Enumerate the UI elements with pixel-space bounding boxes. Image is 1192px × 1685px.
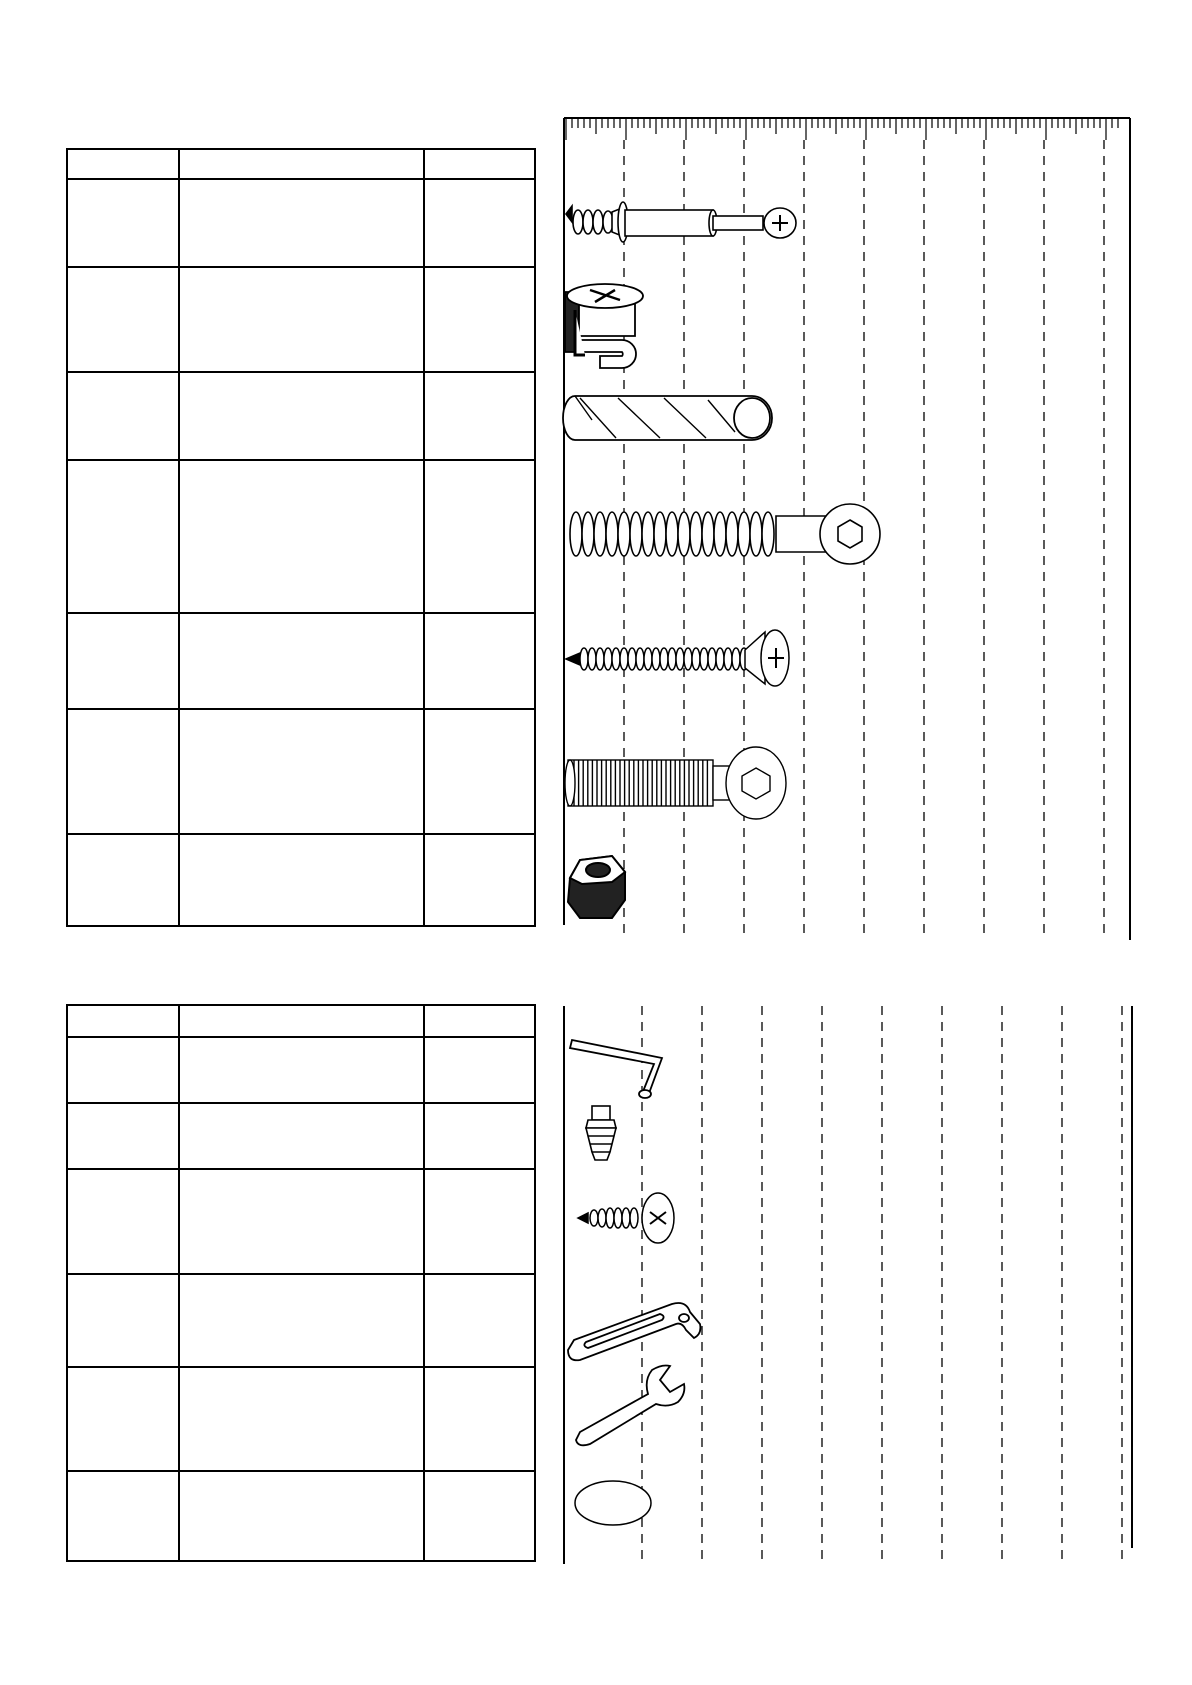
confirmat-screw-icon	[570, 504, 880, 564]
screw-thread	[676, 648, 684, 670]
screw-thread	[570, 512, 582, 556]
screw-thread	[738, 512, 750, 556]
screw-thread	[668, 648, 676, 670]
screw-thread	[724, 648, 732, 670]
hex-nut-icon	[568, 856, 625, 918]
screw-thread	[654, 512, 666, 556]
screw-thread	[732, 648, 740, 670]
screw-thread	[692, 648, 700, 670]
screw-thread	[642, 512, 654, 556]
felt-pad-icon	[575, 1481, 651, 1525]
screw-thread	[596, 648, 604, 670]
screw-thread	[750, 512, 762, 556]
pan-head-screw-icon	[578, 1193, 674, 1243]
cam-bolt-icon	[566, 202, 796, 242]
screw-thread	[652, 648, 660, 670]
screw-thread	[684, 648, 692, 670]
screw-thread	[716, 648, 724, 670]
screw-thread-group	[580, 648, 748, 670]
screw-thread	[700, 648, 708, 670]
screw-thread	[690, 512, 702, 556]
screw-thread	[628, 648, 636, 670]
screw-thread	[660, 648, 668, 670]
screw-thread	[636, 648, 644, 670]
screw-thread	[714, 512, 726, 556]
screw-thread	[594, 512, 606, 556]
screw-thread	[606, 512, 618, 556]
screw-thread	[588, 648, 596, 670]
screw-thread	[708, 648, 716, 670]
screw-thread	[618, 512, 630, 556]
ruler-ticks	[566, 118, 1118, 140]
screw-thread	[644, 648, 652, 670]
allen-key-icon	[570, 1040, 662, 1098]
screw-thread	[702, 512, 714, 556]
screw-thread	[726, 512, 738, 556]
open-wrench-icon	[576, 1366, 684, 1446]
screw-thread	[762, 512, 774, 556]
screw-thread	[604, 648, 612, 670]
screw-thread	[678, 512, 690, 556]
l-bracket-icon	[568, 1303, 700, 1360]
screw-thread-group	[570, 512, 774, 556]
dashed-guides-bottom	[642, 1006, 1122, 1560]
threaded-insert-icon	[586, 1106, 616, 1160]
screw-thread	[580, 648, 588, 670]
screw-thread	[630, 512, 642, 556]
screw-thread	[582, 512, 594, 556]
screw-thread	[620, 648, 628, 670]
screw-thread	[612, 648, 620, 670]
wooden-dowel-icon	[563, 396, 772, 440]
countersunk-screw-icon	[566, 630, 789, 686]
screw-thread	[666, 512, 678, 556]
hex-socket-bolt-icon	[565, 747, 786, 819]
cam-lock-icon	[565, 284, 643, 368]
